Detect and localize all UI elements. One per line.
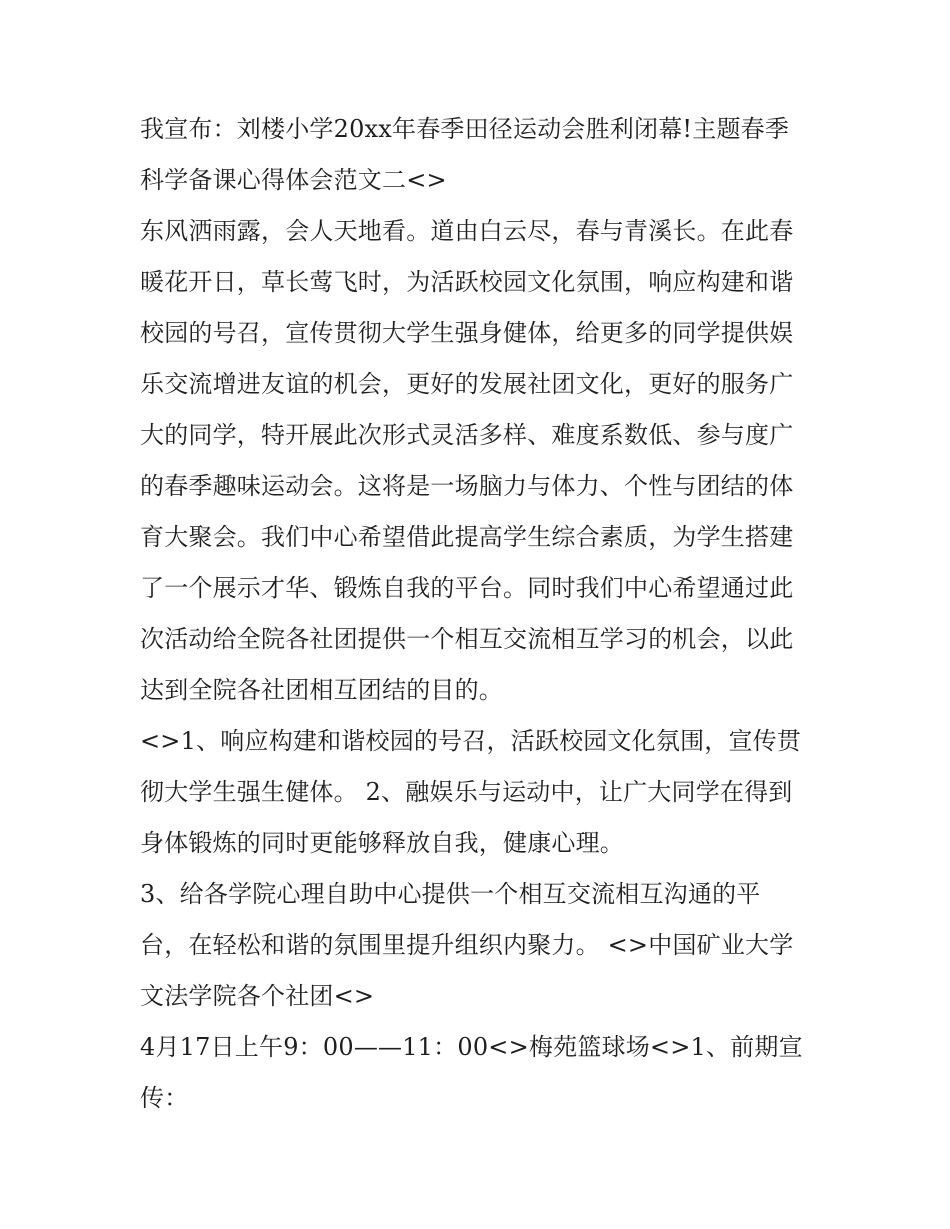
text-line-4: 暖花开日，草长莺飞时，为活跃校园文化氛围，响应构建和谐	[140, 268, 794, 296]
text-line-10: 了一个展示才华、锻炼自我的平台。同时我们中心希望通过此	[140, 574, 794, 602]
text-line-9: 育大聚会。我们中心希望借此提高学生综合素质，为学生搭建	[140, 523, 794, 551]
text-line-6: 乐交流增进友谊的机会，更好的发展社团文化，更好的服务广	[140, 370, 794, 398]
text-line-1: 我宣布：刘楼小学20xx年春季田径运动会胜利闭幕!主题春季	[140, 115, 790, 143]
text-line-2: 科学备课心得体会范文二<>	[140, 166, 447, 194]
text-line-3: 东风洒雨露，会人天地看。道由白云尽，春与青溪长。在此春	[140, 217, 794, 245]
text-line-11: 次活动给全院各社团提供一个相互交流相互学习的机会，以此	[140, 625, 794, 653]
text-line-5: 校园的号召，宣传贯彻大学生强身健体，给更多的同学提供娱	[140, 319, 794, 347]
text-line-13: <>1、响应构建和谐校园的号召，活跃校园文化氛围，宣传贯	[140, 727, 802, 755]
text-line-15: 身体锻炼的同时更能够释放自我，健康心理。	[140, 829, 624, 857]
text-line-12: 达到全院各社团相互团结的目的。	[140, 676, 503, 704]
text-line-18: 文法学院各个社团<>	[140, 982, 375, 1010]
text-line-17: 台，在轻松和谐的氛围里提升组织内聚力。 <>中国矿业大学	[140, 931, 794, 959]
document-body	[140, 104, 830, 1124]
text-line-16: 3、给各学院心理自助中心提供一个相互交流相互沟通的平	[140, 880, 761, 908]
text-line-8: 的春季趣味运动会。这将是一场脑力与体力、个性与团结的体	[140, 472, 794, 500]
text-line-19: 4月17日上午9：00——11：00<>梅苑篮球场<>1、前期宣	[140, 1033, 803, 1061]
text-line-14: 彻大学生强生健体。 2、融娱乐与运动中，让广大同学在得到	[140, 778, 793, 806]
text-line-7: 大的同学，特开展此次形式灵活多样、难度系数低、参与度广	[140, 421, 794, 449]
text-line-20: 传：	[140, 1084, 189, 1112]
